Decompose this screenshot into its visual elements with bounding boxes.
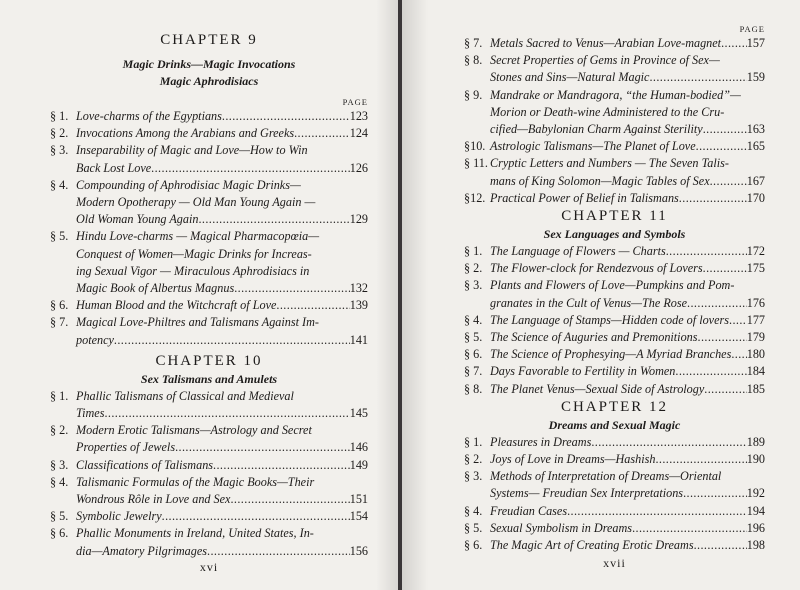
chapter-12-subtitle: Dreams and Sexual Magic (548, 417, 681, 432)
dot-leader (729, 312, 747, 329)
dot-leader (567, 503, 747, 520)
toc-entry (50, 314, 368, 348)
entry-title-line: Practical Power of Belief in Talismans (490, 190, 679, 205)
chapter-10-entries (50, 388, 368, 560)
section-number: § 7. (464, 364, 483, 379)
dot-leader (151, 160, 350, 177)
page-number: 196 (746, 520, 765, 535)
dot-leader (696, 138, 747, 155)
dot-leader (710, 173, 747, 190)
section-number: § 1. (464, 244, 483, 259)
entry-title-line: Symbolic Jewelry (76, 509, 162, 524)
chapter-12-heading: CHAPTER 12 (560, 398, 669, 415)
toc-entry (50, 108, 368, 125)
section-number: § 3. (464, 278, 483, 293)
dot-leader (104, 405, 349, 422)
toc-entry (50, 474, 368, 508)
section-number: § 2. (50, 126, 69, 141)
dot-leader (294, 125, 350, 142)
page-number: 190 (746, 452, 765, 467)
toc-entry (50, 125, 368, 142)
section-number: § 6. (50, 526, 69, 541)
toc-entry (464, 381, 765, 398)
page-number: 123 (349, 109, 368, 123)
toc-entry (464, 35, 765, 52)
page-number: 176 (746, 295, 765, 310)
entry-title-line: Plants and Flowers of Love—Pumpkins and Pom- (490, 278, 735, 293)
toc-entry (50, 422, 368, 456)
section-number: § 7. (50, 315, 69, 330)
section-number: § 11. (464, 156, 488, 171)
page-number: 132 (349, 281, 368, 296)
toc-entry (50, 177, 368, 229)
dot-leader (591, 434, 746, 451)
dot-leader (276, 297, 349, 314)
dot-leader (687, 295, 747, 312)
toc-entry (464, 520, 765, 537)
section-number: § 3. (50, 143, 69, 158)
dot-leader (162, 508, 350, 525)
section-number: § 4. (50, 177, 69, 192)
dot-leader (694, 537, 747, 554)
entry-title-line: Wondrous Rôle in Love and Sex (76, 492, 231, 507)
entry-title-line: Methods of Interpretation of Dreams—Oriental (490, 469, 722, 484)
entry-title-line: Classifications of Talismans (76, 457, 214, 472)
page-number: 126 (349, 160, 368, 175)
entry-title-line: Back Lost Love (76, 160, 152, 175)
toc-entry (464, 537, 765, 554)
entry-title-line: Times (76, 406, 105, 421)
page-number: 159 (746, 70, 765, 85)
entry-title-line: Modern Opotherapy — Old Man Young Again — (76, 195, 316, 210)
entry-title-line: Phallic Monuments in Ireland, United States, In- (76, 526, 314, 541)
entry-title-line: Astrologic Talismans—The Planet of Love (490, 139, 696, 154)
dot-leader (683, 485, 747, 502)
entry-title-line: Freudian Cases (490, 503, 568, 518)
entry-title-line: granates in the Cult of Venus—The Rose (490, 295, 688, 310)
toc-entry (464, 277, 765, 311)
page-number: 192 (746, 486, 765, 501)
entry-title-line: Mandrake or Mandragora, “the Human-bodied”— (490, 87, 741, 102)
entry-title-line: Modern Erotic Talismans—Astrology and Secret (76, 423, 312, 438)
section-number: § 6. (464, 347, 483, 362)
entry-title-line: Human Blood and the Witchcraft of Love (76, 298, 277, 313)
toc-entry (464, 434, 765, 451)
page-number: 185 (746, 381, 765, 396)
dot-leader (213, 457, 350, 474)
section-number: § 7. (464, 36, 483, 50)
entry-title-line: potency (76, 332, 114, 347)
toc-entry (50, 388, 368, 422)
page-number: 149 (349, 457, 368, 472)
toc-entry (50, 457, 368, 474)
dot-leader (175, 439, 350, 456)
chapter-11-heading: CHAPTER 11 (561, 208, 668, 225)
toc-entry (50, 508, 368, 525)
entry-title-line: Compounding of Aphrodisiac Magic Drinks— (76, 177, 301, 192)
toc-entry (464, 468, 765, 502)
page-number: 184 (746, 364, 765, 379)
section-number: § 1. (50, 109, 69, 123)
section-number: § 8. (464, 381, 483, 396)
section-number: § 4. (50, 474, 69, 489)
toc-entry (464, 87, 765, 139)
entry-title-line: Phallic Talismans of Classical and Medieval (76, 388, 294, 403)
toc-entry (464, 451, 765, 468)
page-column-label: PAGE (342, 97, 368, 107)
entry-title-line: Stones and Sins—Natural Magic (490, 70, 650, 85)
page-number: 175 (746, 261, 765, 276)
toc-entry (50, 142, 368, 176)
entry-title-line: Inseparability of Magic and Love—How to Win (76, 143, 308, 158)
page-number: 177 (746, 312, 765, 327)
section-number: §10. (464, 139, 486, 154)
dot-leader (703, 260, 747, 277)
page-number: 167 (746, 173, 765, 188)
right-page (402, 0, 800, 590)
entry-title-line: Systems— Freudian Sex Interpretations (490, 486, 684, 501)
page-number: 194 (746, 503, 765, 518)
section-number: § 9. (464, 87, 483, 102)
right-gutter-shadow (402, 0, 428, 590)
dot-leader (704, 381, 746, 398)
entry-title-line: Pleasures in Dreams (490, 434, 592, 449)
toc-entry (464, 346, 765, 363)
dot-leader (234, 280, 350, 297)
toc-entry (464, 260, 765, 277)
section-number: §12. (464, 190, 486, 205)
section-number: § 2. (464, 452, 483, 467)
dot-leader (721, 35, 747, 52)
dot-leader (731, 346, 746, 363)
entry-title-line: Invocations Among the Arabians and Greeks (76, 126, 295, 141)
page-number: 151 (349, 492, 368, 507)
entry-title-line: dia—Amatory Pilgrimages (76, 543, 208, 558)
chapter-10-continued-entries (464, 35, 765, 207)
toc-entry (50, 525, 368, 559)
toc-entry (464, 138, 765, 155)
left-gutter-shadow (376, 0, 398, 590)
entry-title-line: The Science of Auguries and Premonitions (490, 330, 698, 345)
entry-title-line: Metals Sacred to Venus—Arabian Love-magnet (490, 36, 722, 50)
entry-title-line: Properties of Jewels (76, 440, 176, 455)
entry-title-line: Magic Book of Albertus Magnus (76, 281, 235, 296)
dot-leader (666, 243, 747, 260)
section-number: § 8. (464, 53, 483, 68)
entry-title-line: The Magic Art of Creating Erotic Dreams (490, 538, 694, 553)
section-number: § 5. (464, 330, 483, 345)
toc-entry (464, 312, 765, 329)
page-number: 172 (746, 244, 765, 259)
page-number: 165 (746, 139, 765, 154)
dot-leader (649, 69, 746, 86)
chapter-9-entries (50, 108, 368, 349)
entry-title-line: Sexual Symbolism in Dreams (490, 520, 633, 535)
entry-title-line: Cryptic Letters and Numbers — The Seven Talis- (490, 156, 729, 171)
dot-leader (679, 190, 747, 207)
section-number: § 6. (50, 298, 69, 313)
entry-title-line: The Language of Stamps—Hidden code of lovers (490, 312, 729, 327)
page-number: 141 (349, 332, 368, 347)
page-number: 157 (746, 36, 765, 50)
section-number: § 5. (464, 520, 483, 535)
dot-leader (114, 332, 350, 349)
entry-title-line: The Planet Venus—Sexual Side of Astrology (490, 381, 705, 396)
dot-leader (675, 363, 746, 380)
dot-leader (222, 108, 350, 125)
chapter-9-subtitle-line-2: Magic Aphrodisiacs (159, 74, 259, 88)
toc-entry (50, 228, 368, 297)
dot-leader (198, 211, 349, 228)
left-page (0, 0, 398, 590)
section-number: § 3. (464, 469, 483, 484)
section-number: § 5. (50, 229, 69, 244)
section-number: § 1. (50, 388, 69, 403)
toc-entry (464, 243, 765, 260)
section-number: § 2. (464, 261, 483, 276)
dot-leader (703, 121, 747, 138)
page-number: 189 (746, 434, 765, 449)
toc-entry (464, 155, 765, 189)
entry-title-line: Old Woman Young Again (76, 212, 199, 227)
page-number: 139 (349, 298, 368, 313)
chapter-10-heading: CHAPTER 10 (155, 352, 263, 369)
entry-title-line: Morion or Death-wine Administered to the Cru- (490, 104, 725, 119)
page-number: 129 (349, 212, 368, 227)
entry-title-line: Days Favorable to Fertility in Women (490, 364, 676, 379)
toc-entry (464, 503, 765, 520)
section-number: § 5. (50, 509, 69, 524)
entry-title-line: Love-charms of the Egyptians (76, 109, 222, 123)
page-number: 154 (349, 509, 368, 524)
dot-leader (230, 491, 349, 508)
chapter-9-subtitle-line-1: Magic Drinks—Magic Invocations (122, 57, 296, 71)
toc-entry (50, 297, 368, 314)
page-number: 156 (349, 543, 368, 558)
entry-title-line: Talismanic Formulas of the Magic Books—Their (76, 474, 315, 489)
entry-title-line: The Flower-clock for Rendezvous of Lovers (490, 261, 703, 276)
chapter-12-entries (464, 434, 765, 554)
chapter-9-heading: CHAPTER 9 (160, 32, 258, 48)
section-number: § 2. (50, 423, 69, 438)
entry-title-line: Magical Love-Philtres and Talismans Against Im- (76, 315, 319, 330)
entry-title-line: The Language of Flowers — Charts (490, 244, 666, 259)
section-number: § 1. (464, 434, 483, 449)
section-number: § 6. (464, 538, 483, 553)
entry-title-line: The Science of Prophesying—A Myriad Branches (490, 347, 732, 362)
section-number: § 4. (464, 312, 483, 327)
entry-title-line: Joys of Love in Dreams—Hashish (490, 452, 656, 467)
page-number: 180 (746, 347, 765, 362)
page-number: 179 (746, 330, 765, 345)
page-number: 198 (746, 538, 765, 553)
entry-title-line: Conquest of Women—Magic Drinks for Increas- (76, 246, 312, 261)
page-column-label-right: PAGE (739, 24, 765, 34)
chapter-11-subtitle: Sex Languages and Symbols (543, 227, 686, 242)
page-number: 124 (349, 126, 368, 141)
folio-right: xvii (603, 556, 626, 571)
page-number: 145 (349, 406, 368, 421)
toc-entry (464, 190, 765, 207)
section-number: § 3. (50, 457, 69, 472)
entry-title-line: cified—Babylonian Charm Against Sterility (490, 122, 703, 137)
entry-title-line: Hindu Love-charms — Magical Pharmacopœia— (76, 229, 320, 244)
dot-leader (698, 329, 747, 346)
entry-title-line: Secret Properties of Gems in Province of Sex— (490, 53, 720, 68)
entry-title-line: mans of King Solomon—Magic Tables of Sex (490, 173, 710, 188)
toc-entry (464, 363, 765, 380)
toc-entry (464, 329, 765, 346)
chapter-11-entries (464, 243, 765, 398)
page-number: 170 (746, 190, 765, 205)
chapter-10-subtitle: Sex Talismans and Amulets (140, 371, 278, 386)
dot-leader (207, 543, 350, 560)
dot-leader (655, 451, 746, 468)
page-number: 146 (349, 440, 368, 455)
folio-left: xvi (199, 559, 219, 574)
section-number: § 4. (464, 503, 483, 518)
dot-leader (632, 520, 747, 537)
toc-entry (464, 52, 765, 86)
entry-title-line: ing Sexual Vigor — Miraculous Aphrodisiacs in (76, 263, 310, 278)
page-number: 163 (746, 122, 765, 137)
